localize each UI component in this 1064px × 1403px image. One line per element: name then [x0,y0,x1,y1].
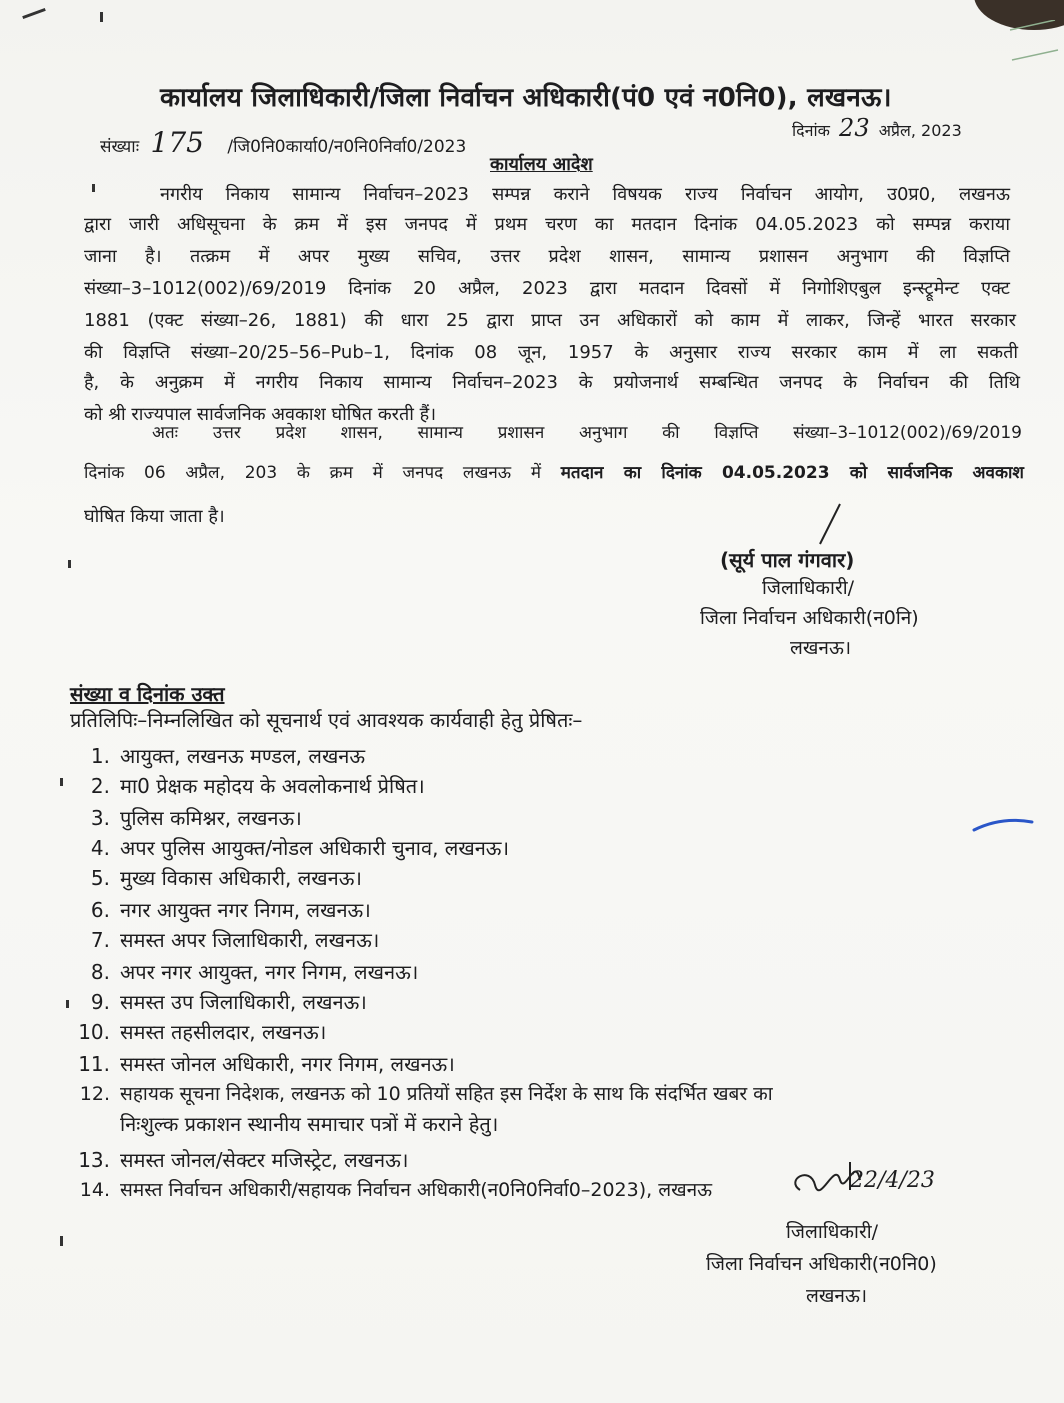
list-item: 14. समस्त निर्वाचन अधिकारी/सहायक निर्वाचन अधिकारी(न0नि0निर्वा0–2023), लखनऊ [79,1179,713,1201]
list-item: 2. मा0 प्रेक्षक महोदय के अवलोकनार्थ प्रेषित। [90,774,425,798]
para2-line-3: घोषित किया जाता है। [84,506,225,527]
copy-intro: प्रतिलिपिः–निम्नलिखित को सूचनार्थ एवं आवश्यक कार्यवाही हेतु प्रेषितः– [70,708,583,732]
list-item: 9. समस्त उप जिलाधिकारी, लखनऊ। [90,990,367,1014]
list-item: 11. समस्त जोनल अधिकारी, नगर निगम, लखनऊ। [78,1052,455,1076]
signatory-designation-1: जिलाधिकारी/ [762,577,855,599]
para2-line-2 [84,460,1024,483]
para1-line-3: जाना है। तत्क्रम में अपर मुख्य सचिव, उत्तर प्रदेश शासन, सामान्य प्रशासन अनुभाग की विज्ञप्ति [84,246,1010,267]
margin-dot [100,12,103,22]
ref-number-handwritten: 175 [150,126,204,159]
para2-line-1: अतः उत्तर प्रदेश शासन, सामान्य प्रशासन अनुभाग की विज्ञप्ति संख्या–3–1012(002)/69/2019 [152,423,1022,443]
list-item: 13. समस्त जोनल/सेक्टर मजिस्ट्रेट, लखनऊ। [78,1148,409,1172]
date-line [792,114,962,142]
edge-marks [1000,20,1060,100]
para1-line-4: संख्या–3–1012(002)/69/2019 दिनांक 20 अप्रैल, 2023 द्वारा मतदान दिवसों में निगोशिएबुल इन्स्ट्रूमेन्ट एक्ट [84,278,1010,299]
reference-line [100,126,466,159]
signatory-place: लखनऊ। [790,637,852,659]
para1-line-7: है, के अनुक्रम में नगरीय निकाय सामान्य निर्वाचन–2023 के प्रयोजनार्थ सम्बन्धित जनपद के निर्वाचन की तिथि [84,372,1020,393]
list-item: 1. आयुक्त, लखनऊ मण्डल, लखनऊ [90,744,366,768]
list-item: 4. अपर पुलिस आयुक्त/नोडल अधिकारी चुनाव, लखनऊ। [90,836,510,860]
para1-line-5: 1881 (एक्ट संख्या–26, 1881) की धारा 25 द्वारा प्राप्त उन अधिकारों को काम में लाकर, जिन्हें भारत सरकार [84,310,1016,331]
margin-dot [22,8,46,19]
date-day-handwritten: 23 [839,114,870,142]
copy-heading: संख्या व दिनांक उक्त [70,682,225,706]
list-item: 5. मुख्य विकास अधिकारी, लखनऊ। [90,866,363,890]
ref-label: संख्याः [100,137,140,157]
list-item: निःशुल्क प्रकाशन स्थानीय समाचार पत्रों में कराने हेतु। [120,1112,499,1136]
list-item: 12. सहायक सूचना निदेशक, लखनऊ को 10 प्रतियों सहित इस निर्देश के साथ कि संदर्भित खबर का [79,1083,773,1105]
signatory2-designation-2: जिला निर्वाचन अधिकारी(न0नि0) [706,1253,937,1275]
para1-line-2: द्वारा जारी अधिसूचना के क्रम में इस जनपद में प्रथम चरण का मतदान दिनांक 04.05.2023 को सम्पन्न कराया [84,214,1010,235]
date-label: दिनांक [792,121,830,140]
order-title: कार्यालय आदेश [490,154,593,175]
office-title: कार्यालय जिलाधिकारी/जिला निर्वाचन अधिकारी(पं0 एवं न0नि0), लखनऊ। [160,83,892,113]
blue-pen-mark [970,810,1040,840]
signature-stroke-1 [810,500,850,550]
margin-dot [68,560,71,568]
ref-suffix: /जि0नि0कार्या0/न0नि0निर्वा0/2023 [227,137,467,157]
para1-line-8: को श्री राज्यपाल सार्वजनिक अवकाश घोषित करती हैं। [84,404,437,425]
para1-line-6: की विज्ञप्ति संख्या–20/25–56–Pub–1, दिनांक 08 जून, 1957 के अनुसार राज्य सरकार काम में ला सकती [84,342,1018,363]
handwritten-date: 22/4/23 [850,1168,935,1193]
signatory2-place: लखनऊ। [806,1285,868,1307]
signatory-designation-2: जिला निर्वाचन अधिकारी(न0नि) [700,607,919,629]
para1-line-1: नगरीय निकाय सामान्य निर्वाचन–2023 सम्पन्न कराने विषयक राज्य निर्वाचन आयोग, उ0प्र0, लखनऊ [160,184,1010,205]
signatory2-designation-1: जिलाधिकारी/ [786,1221,879,1243]
list-item: 8. अपर नगर आयुक्त, नगर निगम, लखनऊ। [90,960,419,984]
list-item: 7. समस्त अपर जिलाधिकारी, लखनऊ। [90,928,380,952]
margin-dot [92,184,95,192]
para2-line-2-bold: मतदान का दिनांक 04.05.2023 को सार्वजनिक अवकाश [560,463,1024,483]
date-rest: अप्रैल, 2023 [878,121,962,140]
list-item: 3. पुलिस कमिश्नर, लखनऊ। [90,806,302,830]
list-item: 10. समस्त तहसीलदार, लखनऊ। [78,1020,327,1044]
para2-line-2-normal: दिनांक 06 अप्रैल, 203 के क्रम में जनपद लखनऊ में [84,463,542,483]
list-item: 6. नगर आयुक्त नगर निगम, लखनऊ। [90,898,371,922]
signatory-name: (सूर्य पाल गंगवार) [720,548,855,572]
margin-dot [60,778,63,786]
margin-dot [66,1000,69,1008]
margin-dot [60,1236,63,1246]
